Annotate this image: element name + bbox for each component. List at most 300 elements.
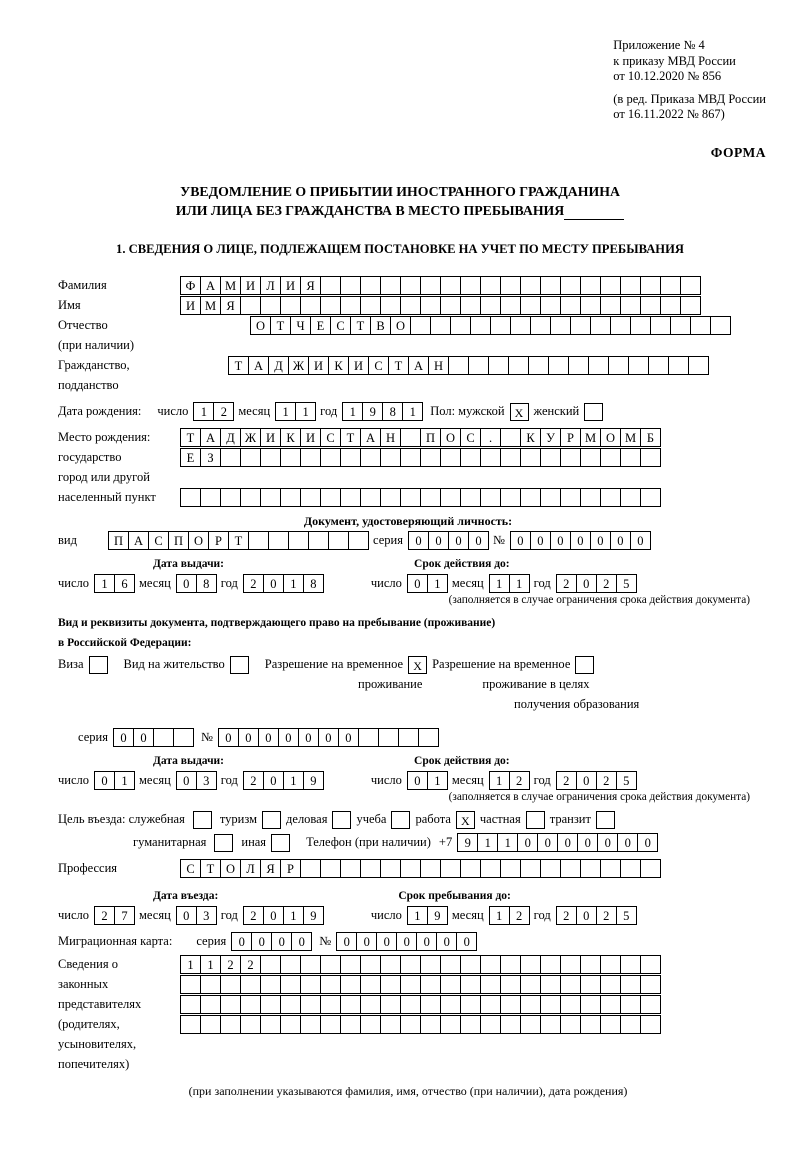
char-cell[interactable]: 2 bbox=[556, 771, 577, 790]
char-cell[interactable] bbox=[560, 448, 581, 467]
char-cell[interactable] bbox=[420, 859, 441, 878]
char-cell[interactable]: Л bbox=[260, 276, 281, 295]
char-cell[interactable]: 1 bbox=[497, 833, 518, 852]
char-cell[interactable] bbox=[300, 1015, 321, 1034]
char-cell[interactable] bbox=[153, 728, 174, 747]
char-cell[interactable] bbox=[420, 488, 441, 507]
char-cell[interactable]: 0 bbox=[298, 728, 319, 747]
char-cell[interactable] bbox=[420, 276, 441, 295]
char-cell[interactable]: 0 bbox=[407, 574, 428, 593]
char-cell[interactable]: 3 bbox=[196, 771, 217, 790]
char-cell[interactable]: 2 bbox=[243, 574, 264, 593]
char-cell[interactable] bbox=[600, 448, 621, 467]
char-cell[interactable]: 2 bbox=[220, 955, 241, 974]
char-cell[interactable] bbox=[180, 1015, 201, 1034]
char-cell[interactable] bbox=[480, 859, 501, 878]
char-cell[interactable]: О bbox=[220, 859, 241, 878]
doc-series-input[interactable] bbox=[408, 531, 488, 550]
legal-reps-input-row3[interactable] bbox=[180, 995, 660, 1014]
char-cell[interactable] bbox=[340, 1015, 361, 1034]
char-cell[interactable] bbox=[480, 975, 501, 994]
char-cell[interactable] bbox=[360, 955, 381, 974]
char-cell[interactable] bbox=[540, 995, 561, 1014]
char-cell[interactable] bbox=[560, 276, 581, 295]
char-cell[interactable]: 0 bbox=[318, 728, 339, 747]
char-cell[interactable]: М bbox=[200, 296, 221, 315]
char-cell[interactable] bbox=[588, 356, 609, 375]
char-cell[interactable]: П bbox=[420, 428, 441, 447]
char-cell[interactable]: 0 bbox=[577, 833, 598, 852]
migration-series-input[interactable] bbox=[231, 932, 311, 951]
char-cell[interactable] bbox=[240, 296, 261, 315]
legal-reps-input-row4[interactable] bbox=[180, 1015, 660, 1034]
char-cell[interactable]: Я bbox=[300, 276, 321, 295]
char-cell[interactable] bbox=[540, 975, 561, 994]
char-cell[interactable] bbox=[360, 1015, 381, 1034]
char-cell[interactable] bbox=[500, 975, 521, 994]
char-cell[interactable]: 1 bbox=[407, 906, 428, 925]
char-cell[interactable] bbox=[380, 859, 401, 878]
char-cell[interactable]: 1 bbox=[489, 574, 510, 593]
char-cell[interactable] bbox=[680, 296, 701, 315]
char-cell[interactable] bbox=[260, 488, 281, 507]
char-cell[interactable]: 0 bbox=[263, 906, 284, 925]
char-cell[interactable] bbox=[400, 955, 421, 974]
birth-day-input[interactable] bbox=[193, 402, 233, 421]
char-cell[interactable]: К bbox=[280, 428, 301, 447]
char-cell[interactable] bbox=[300, 995, 321, 1014]
char-cell[interactable] bbox=[440, 296, 461, 315]
purpose-transit-checkbox[interactable] bbox=[596, 811, 615, 829]
char-cell[interactable]: 2 bbox=[596, 574, 617, 593]
char-cell[interactable]: 0 bbox=[258, 728, 279, 747]
char-cell[interactable] bbox=[640, 1015, 661, 1034]
char-cell[interactable]: 0 bbox=[436, 932, 457, 951]
char-cell[interactable] bbox=[520, 488, 541, 507]
char-cell[interactable] bbox=[420, 975, 441, 994]
char-cell[interactable] bbox=[280, 995, 301, 1014]
doc-issue-year-input[interactable] bbox=[243, 574, 323, 593]
char-cell[interactable] bbox=[670, 316, 691, 335]
char-cell[interactable]: С bbox=[460, 428, 481, 447]
char-cell[interactable] bbox=[400, 296, 421, 315]
char-cell[interactable] bbox=[320, 859, 341, 878]
sex-female-checkbox[interactable] bbox=[584, 403, 603, 421]
char-cell[interactable] bbox=[620, 955, 641, 974]
char-cell[interactable] bbox=[400, 428, 421, 447]
char-cell[interactable] bbox=[560, 955, 581, 974]
char-cell[interactable] bbox=[460, 859, 481, 878]
char-cell[interactable] bbox=[540, 448, 561, 467]
char-cell[interactable] bbox=[380, 995, 401, 1014]
char-cell[interactable] bbox=[710, 316, 731, 335]
char-cell[interactable]: О bbox=[390, 316, 411, 335]
char-cell[interactable] bbox=[420, 995, 441, 1014]
char-cell[interactable] bbox=[360, 859, 381, 878]
char-cell[interactable] bbox=[688, 356, 709, 375]
legal-reps-input-row1[interactable] bbox=[180, 955, 660, 974]
char-cell[interactable]: З bbox=[200, 448, 221, 467]
char-cell[interactable] bbox=[600, 995, 621, 1014]
char-cell[interactable]: С bbox=[330, 316, 351, 335]
char-cell[interactable] bbox=[248, 531, 269, 550]
char-cell[interactable] bbox=[508, 356, 529, 375]
char-cell[interactable] bbox=[378, 728, 399, 747]
char-cell[interactable]: 8 bbox=[196, 574, 217, 593]
char-cell[interactable] bbox=[480, 1015, 501, 1034]
char-cell[interactable] bbox=[540, 859, 561, 878]
char-cell[interactable] bbox=[500, 859, 521, 878]
char-cell[interactable]: И bbox=[348, 356, 369, 375]
char-cell[interactable]: 2 bbox=[596, 771, 617, 790]
char-cell[interactable] bbox=[300, 859, 321, 878]
char-cell[interactable] bbox=[380, 1015, 401, 1034]
char-cell[interactable]: Н bbox=[428, 356, 449, 375]
char-cell[interactable]: О bbox=[440, 428, 461, 447]
char-cell[interactable]: М bbox=[220, 276, 241, 295]
char-cell[interactable]: 1 bbox=[283, 574, 304, 593]
char-cell[interactable] bbox=[380, 488, 401, 507]
char-cell[interactable] bbox=[580, 296, 601, 315]
purpose-tourism-checkbox[interactable] bbox=[262, 811, 281, 829]
char-cell[interactable] bbox=[240, 488, 261, 507]
char-cell[interactable] bbox=[620, 296, 641, 315]
char-cell[interactable]: 8 bbox=[382, 402, 403, 421]
char-cell[interactable] bbox=[490, 316, 511, 335]
char-cell[interactable]: 1 bbox=[402, 402, 423, 421]
char-cell[interactable]: 1 bbox=[114, 771, 135, 790]
char-cell[interactable]: Т bbox=[228, 531, 249, 550]
char-cell[interactable]: 6 bbox=[114, 574, 135, 593]
char-cell[interactable] bbox=[420, 448, 441, 467]
char-cell[interactable] bbox=[520, 448, 541, 467]
char-cell[interactable]: Д bbox=[268, 356, 289, 375]
char-cell[interactable] bbox=[280, 488, 301, 507]
char-cell[interactable] bbox=[328, 531, 349, 550]
char-cell[interactable]: А bbox=[248, 356, 269, 375]
char-cell[interactable]: 9 bbox=[303, 771, 324, 790]
char-cell[interactable] bbox=[308, 531, 329, 550]
char-cell[interactable]: 5 bbox=[616, 771, 637, 790]
char-cell[interactable]: Н bbox=[380, 428, 401, 447]
char-cell[interactable]: 1 bbox=[342, 402, 363, 421]
char-cell[interactable] bbox=[580, 859, 601, 878]
char-cell[interactable] bbox=[180, 488, 201, 507]
stay-valid-month-input[interactable] bbox=[489, 771, 529, 790]
char-cell[interactable] bbox=[580, 276, 601, 295]
stay-issue-month-input[interactable] bbox=[176, 771, 216, 790]
char-cell[interactable] bbox=[580, 975, 601, 994]
char-cell[interactable]: 0 bbox=[176, 771, 197, 790]
char-cell[interactable] bbox=[288, 531, 309, 550]
char-cell[interactable]: 2 bbox=[509, 906, 530, 925]
char-cell[interactable]: 0 bbox=[176, 906, 197, 925]
char-cell[interactable]: А bbox=[408, 356, 429, 375]
char-cell[interactable]: Т bbox=[340, 428, 361, 447]
char-cell[interactable]: 0 bbox=[278, 728, 299, 747]
char-cell[interactable]: 1 bbox=[283, 771, 304, 790]
char-cell[interactable]: 8 bbox=[303, 574, 324, 593]
char-cell[interactable] bbox=[260, 975, 281, 994]
char-cell[interactable] bbox=[320, 995, 341, 1014]
char-cell[interactable]: Р bbox=[208, 531, 229, 550]
char-cell[interactable] bbox=[220, 995, 241, 1014]
char-cell[interactable]: К bbox=[520, 428, 541, 447]
char-cell[interactable] bbox=[320, 296, 341, 315]
char-cell[interactable] bbox=[480, 488, 501, 507]
char-cell[interactable] bbox=[320, 488, 341, 507]
char-cell[interactable]: 0 bbox=[428, 531, 449, 550]
char-cell[interactable]: Т bbox=[270, 316, 291, 335]
char-cell[interactable]: 0 bbox=[590, 531, 611, 550]
char-cell[interactable]: Л bbox=[240, 859, 261, 878]
char-cell[interactable] bbox=[668, 356, 689, 375]
char-cell[interactable] bbox=[620, 995, 641, 1014]
char-cell[interactable] bbox=[380, 296, 401, 315]
char-cell[interactable] bbox=[600, 975, 621, 994]
char-cell[interactable] bbox=[568, 356, 589, 375]
char-cell[interactable]: 1 bbox=[283, 906, 304, 925]
char-cell[interactable] bbox=[440, 448, 461, 467]
char-cell[interactable]: А bbox=[200, 276, 221, 295]
char-cell[interactable] bbox=[220, 975, 241, 994]
char-cell[interactable]: В bbox=[370, 316, 391, 335]
char-cell[interactable] bbox=[300, 296, 321, 315]
char-cell[interactable]: И bbox=[240, 276, 261, 295]
char-cell[interactable]: Я bbox=[220, 296, 241, 315]
birthplace-input-row3[interactable] bbox=[180, 488, 660, 507]
purpose-study-checkbox[interactable] bbox=[391, 811, 410, 829]
char-cell[interactable]: 9 bbox=[427, 906, 448, 925]
char-cell[interactable]: Е bbox=[180, 448, 201, 467]
char-cell[interactable]: С bbox=[320, 428, 341, 447]
char-cell[interactable] bbox=[240, 975, 261, 994]
char-cell[interactable] bbox=[340, 448, 361, 467]
char-cell[interactable]: 0 bbox=[336, 932, 357, 951]
char-cell[interactable] bbox=[620, 859, 641, 878]
char-cell[interactable]: А bbox=[200, 428, 221, 447]
char-cell[interactable] bbox=[480, 276, 501, 295]
char-cell[interactable]: С bbox=[180, 859, 201, 878]
char-cell[interactable] bbox=[440, 276, 461, 295]
char-cell[interactable] bbox=[448, 356, 469, 375]
char-cell[interactable] bbox=[440, 1015, 461, 1034]
name-input[interactable] bbox=[180, 296, 700, 315]
char-cell[interactable] bbox=[360, 975, 381, 994]
char-cell[interactable] bbox=[340, 488, 361, 507]
char-cell[interactable] bbox=[580, 955, 601, 974]
temp-residence-checkbox[interactable]: X bbox=[408, 656, 427, 674]
char-cell[interactable] bbox=[440, 859, 461, 878]
char-cell[interactable] bbox=[640, 975, 661, 994]
char-cell[interactable] bbox=[380, 276, 401, 295]
stay-until-day-input[interactable] bbox=[407, 906, 447, 925]
char-cell[interactable] bbox=[430, 316, 451, 335]
char-cell[interactable]: И bbox=[260, 428, 281, 447]
char-cell[interactable]: 1 bbox=[193, 402, 214, 421]
char-cell[interactable]: 0 bbox=[356, 932, 377, 951]
char-cell[interactable]: 0 bbox=[570, 531, 591, 550]
stay-issue-day-input[interactable] bbox=[94, 771, 134, 790]
char-cell[interactable] bbox=[240, 1015, 261, 1034]
char-cell[interactable] bbox=[300, 448, 321, 467]
char-cell[interactable] bbox=[220, 488, 241, 507]
char-cell[interactable]: 3 bbox=[196, 906, 217, 925]
char-cell[interactable] bbox=[320, 448, 341, 467]
profession-input[interactable] bbox=[180, 859, 660, 878]
char-cell[interactable]: 0 bbox=[176, 574, 197, 593]
birth-year-input[interactable] bbox=[342, 402, 422, 421]
char-cell[interactable]: Т bbox=[350, 316, 371, 335]
char-cell[interactable] bbox=[340, 859, 361, 878]
char-cell[interactable]: 0 bbox=[263, 574, 284, 593]
char-cell[interactable]: 5 bbox=[616, 574, 637, 593]
char-cell[interactable]: 0 bbox=[408, 531, 429, 550]
char-cell[interactable]: 2 bbox=[509, 771, 530, 790]
char-cell[interactable] bbox=[480, 448, 501, 467]
char-cell[interactable] bbox=[600, 276, 621, 295]
char-cell[interactable]: Т bbox=[200, 859, 221, 878]
char-cell[interactable] bbox=[640, 995, 661, 1014]
char-cell[interactable]: Ф bbox=[180, 276, 201, 295]
char-cell[interactable]: М bbox=[620, 428, 641, 447]
char-cell[interactable] bbox=[690, 316, 711, 335]
patronymic-input[interactable] bbox=[250, 316, 730, 335]
char-cell[interactable] bbox=[420, 296, 441, 315]
birthplace-input-row2[interactable] bbox=[180, 448, 660, 467]
stay-series-input[interactable] bbox=[113, 728, 193, 747]
char-cell[interactable]: 0 bbox=[113, 728, 134, 747]
doc-valid-month-input[interactable] bbox=[489, 574, 529, 593]
char-cell[interactable]: 1 bbox=[427, 771, 448, 790]
char-cell[interactable]: А bbox=[360, 428, 381, 447]
char-cell[interactable] bbox=[628, 356, 649, 375]
char-cell[interactable] bbox=[600, 1015, 621, 1034]
char-cell[interactable]: 0 bbox=[338, 728, 359, 747]
char-cell[interactable] bbox=[648, 356, 669, 375]
char-cell[interactable] bbox=[180, 995, 201, 1014]
char-cell[interactable]: Д bbox=[220, 428, 241, 447]
char-cell[interactable] bbox=[240, 995, 261, 1014]
char-cell[interactable] bbox=[420, 1015, 441, 1034]
char-cell[interactable] bbox=[620, 1015, 641, 1034]
char-cell[interactable]: 9 bbox=[303, 906, 324, 925]
char-cell[interactable]: И bbox=[300, 428, 321, 447]
char-cell[interactable] bbox=[580, 488, 601, 507]
char-cell[interactable] bbox=[488, 356, 509, 375]
char-cell[interactable]: 0 bbox=[271, 932, 292, 951]
char-cell[interactable] bbox=[620, 448, 641, 467]
char-cell[interactable] bbox=[480, 995, 501, 1014]
char-cell[interactable] bbox=[570, 316, 591, 335]
char-cell[interactable]: П bbox=[108, 531, 129, 550]
char-cell[interactable]: 1 bbox=[275, 402, 296, 421]
char-cell[interactable] bbox=[400, 448, 421, 467]
char-cell[interactable] bbox=[600, 488, 621, 507]
char-cell[interactable] bbox=[280, 955, 301, 974]
char-cell[interactable] bbox=[440, 995, 461, 1014]
char-cell[interactable] bbox=[500, 1015, 521, 1034]
char-cell[interactable]: 1 bbox=[489, 771, 510, 790]
char-cell[interactable] bbox=[620, 975, 641, 994]
char-cell[interactable]: 2 bbox=[596, 906, 617, 925]
char-cell[interactable] bbox=[460, 488, 481, 507]
char-cell[interactable]: 0 bbox=[218, 728, 239, 747]
char-cell[interactable] bbox=[610, 316, 631, 335]
char-cell[interactable]: 0 bbox=[456, 932, 477, 951]
char-cell[interactable]: 2 bbox=[243, 771, 264, 790]
char-cell[interactable]: 0 bbox=[448, 531, 469, 550]
char-cell[interactable] bbox=[460, 448, 481, 467]
char-cell[interactable]: 1 bbox=[489, 906, 510, 925]
char-cell[interactable] bbox=[200, 488, 221, 507]
char-cell[interactable] bbox=[400, 859, 421, 878]
char-cell[interactable] bbox=[560, 995, 581, 1014]
sex-male-checkbox[interactable]: X bbox=[510, 403, 529, 421]
char-cell[interactable]: И bbox=[280, 276, 301, 295]
char-cell[interactable]: К bbox=[328, 356, 349, 375]
char-cell[interactable] bbox=[398, 728, 419, 747]
purpose-private-checkbox[interactable] bbox=[526, 811, 545, 829]
char-cell[interactable] bbox=[500, 995, 521, 1014]
stay-issue-year-input[interactable] bbox=[243, 771, 323, 790]
char-cell[interactable] bbox=[340, 995, 361, 1014]
char-cell[interactable] bbox=[300, 955, 321, 974]
char-cell[interactable] bbox=[640, 488, 661, 507]
char-cell[interactable] bbox=[200, 1015, 221, 1034]
char-cell[interactable] bbox=[528, 356, 549, 375]
char-cell[interactable]: У bbox=[540, 428, 561, 447]
char-cell[interactable] bbox=[340, 975, 361, 994]
char-cell[interactable] bbox=[520, 859, 541, 878]
char-cell[interactable] bbox=[440, 488, 461, 507]
char-cell[interactable] bbox=[680, 276, 701, 295]
char-cell[interactable] bbox=[300, 975, 321, 994]
char-cell[interactable] bbox=[540, 296, 561, 315]
char-cell[interactable] bbox=[640, 448, 661, 467]
char-cell[interactable] bbox=[360, 296, 381, 315]
char-cell[interactable] bbox=[540, 488, 561, 507]
char-cell[interactable]: Е bbox=[310, 316, 331, 335]
char-cell[interactable] bbox=[380, 975, 401, 994]
char-cell[interactable]: 0 bbox=[133, 728, 154, 747]
char-cell[interactable]: 9 bbox=[457, 833, 478, 852]
doc-number-input[interactable] bbox=[510, 531, 650, 550]
char-cell[interactable] bbox=[590, 316, 611, 335]
char-cell[interactable] bbox=[220, 1015, 241, 1034]
char-cell[interactable]: 0 bbox=[637, 833, 658, 852]
char-cell[interactable] bbox=[260, 995, 281, 1014]
char-cell[interactable] bbox=[440, 975, 461, 994]
char-cell[interactable]: 0 bbox=[231, 932, 252, 951]
char-cell[interactable]: 0 bbox=[407, 771, 428, 790]
char-cell[interactable] bbox=[540, 276, 561, 295]
char-cell[interactable] bbox=[340, 296, 361, 315]
char-cell[interactable] bbox=[640, 859, 661, 878]
char-cell[interactable] bbox=[640, 296, 661, 315]
char-cell[interactable]: 0 bbox=[557, 833, 578, 852]
char-cell[interactable] bbox=[550, 316, 571, 335]
char-cell[interactable] bbox=[530, 316, 551, 335]
char-cell[interactable]: 0 bbox=[468, 531, 489, 550]
char-cell[interactable] bbox=[280, 296, 301, 315]
char-cell[interactable]: 0 bbox=[263, 771, 284, 790]
char-cell[interactable] bbox=[560, 859, 581, 878]
legal-reps-input-row2[interactable] bbox=[180, 975, 660, 994]
char-cell[interactable] bbox=[418, 728, 439, 747]
char-cell[interactable]: 0 bbox=[576, 574, 597, 593]
char-cell[interactable] bbox=[320, 975, 341, 994]
